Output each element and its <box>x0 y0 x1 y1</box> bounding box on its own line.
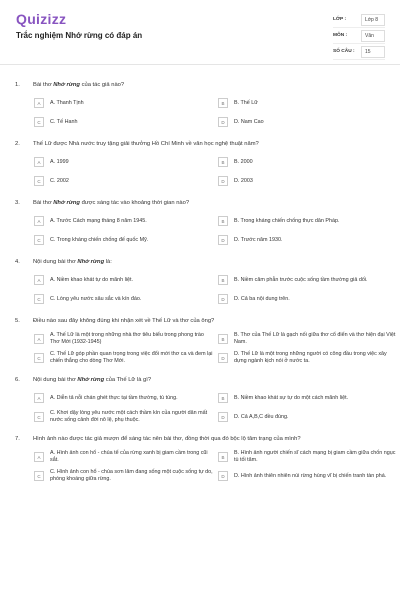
question-number: 6. <box>15 377 20 383</box>
meta-value: 15 <box>361 46 385 58</box>
answer-option[interactable] <box>218 469 398 483</box>
question-text <box>33 436 301 442</box>
option-text: B. Thơ của Thế Lữ là gạch nối giữa thơ cổ điển và thơ hiện đại Việt Nam. <box>234 332 396 345</box>
option-text: C. Tế Hanh <box>50 118 78 125</box>
answer-options <box>0 214 400 247</box>
option-text: A. Diễn tả nỗi chán ghét thực tại tầm thường, tù túng. <box>50 394 178 401</box>
question-text-pre: Nội dung bài thơ <box>33 377 78 383</box>
option-text: A. Thế Lữ là một trong những nhà thơ tiêu biểu trong phong trào Thơ Mới (1932-1945) <box>50 332 204 345</box>
question-text-pre: Thế Lữ được Nhà nước truy tặng giải thưởng Hồ Chí Minh về văn học nghệ thuật năm? <box>33 141 259 147</box>
option-text: D. Hình ảnh thiên nhiên núi rừng hùng vĩ bị chiến tranh tàn phá. <box>234 472 387 479</box>
option-text: C. Hình ảnh con hổ - chúa sơn lâm đang sống một cuộc sống tự do, phóng khoáng giữa rừng. <box>50 469 213 482</box>
option-text: B. Trong kháng chiến chống thực dân Pháp. <box>234 217 340 224</box>
question-text-emphasis: Nhớ rừng <box>77 259 105 265</box>
option-text: D. Nam Cao <box>234 118 264 125</box>
answer-option[interactable] <box>34 391 214 405</box>
option-letter-box: D <box>218 353 228 363</box>
quizizz-logo: Quizizz <box>16 11 67 27</box>
option-text: A. Trước Cách mạng tháng 8 năm 1945. <box>50 217 147 224</box>
option-letter-box: C <box>34 471 44 481</box>
question-number: 2. <box>15 141 20 147</box>
meta-row-question-count <box>333 44 385 60</box>
question-text-pre: Nội dung bài thơ <box>33 259 78 265</box>
question-number: 1. <box>15 82 20 88</box>
question-text-emphasis: Nhớ rừng <box>77 377 105 383</box>
question-text-post: của Thế Lữ là gì? <box>104 377 152 383</box>
option-text: B. Niềm căm phẫn trước cuộc sống tầm thường giả dối. <box>234 276 368 283</box>
answer-option[interactable] <box>218 292 398 306</box>
answer-option[interactable] <box>218 214 398 228</box>
question-text-pre: Bài thơ <box>33 82 54 88</box>
answer-option[interactable] <box>218 233 398 247</box>
option-text: D. Cả A,B,C đều đúng. <box>234 413 289 420</box>
option-letter-box: B <box>218 157 228 167</box>
option-text: A. Niềm khao khát tự do mãnh liệt. <box>50 276 134 283</box>
option-letter-box: B <box>218 334 228 344</box>
answer-option[interactable] <box>34 155 214 169</box>
meta-label: SỐ CÂU : <box>333 49 355 54</box>
answer-option[interactable] <box>218 273 398 287</box>
option-letter-box: D <box>218 471 228 481</box>
option-text: C. 2002 <box>50 177 69 184</box>
answer-option[interactable] <box>34 332 214 346</box>
answer-option[interactable] <box>34 273 214 287</box>
question-number: 7. <box>15 436 20 442</box>
answer-option[interactable] <box>218 450 398 464</box>
option-text: C. Lòng yêu nước sâu sắc và kín đáo. <box>50 295 142 302</box>
option-text: B. Niềm khao khát sự tự do một cách mãnh liệt. <box>234 394 349 401</box>
question-text-post: của tác giả nào? <box>79 82 125 88</box>
option-letter-box: A <box>34 157 44 167</box>
option-text: A. Thanh Tịnh <box>50 99 84 106</box>
option-text: D. Cả ba nội dung trên. <box>234 295 290 302</box>
meta-label: LỚP : <box>333 17 347 22</box>
question-text-pre: Hình ảnh nào được tác giả mượn để sáng tác nên bài thơ, đồng thời qua đó bộc lộ tâm trạng của mình? <box>33 436 301 442</box>
answer-options <box>0 450 400 483</box>
answer-option[interactable] <box>218 351 398 365</box>
question-header <box>0 196 400 210</box>
question-header <box>0 78 400 92</box>
question-text <box>33 377 151 383</box>
option-letter-box: A <box>34 216 44 226</box>
question-text <box>33 318 214 324</box>
answer-option[interactable] <box>34 233 214 247</box>
meta-row-subject <box>333 28 385 44</box>
option-text: D. 2003 <box>234 177 253 184</box>
answer-option[interactable] <box>34 292 214 306</box>
worksheet-meta <box>333 12 385 60</box>
question-text <box>33 82 124 88</box>
question-block <box>0 314 400 365</box>
question-block <box>0 432 400 483</box>
option-letter-box: D <box>218 294 228 304</box>
option-letter-box: C <box>34 412 44 422</box>
question-number: 3. <box>15 200 20 206</box>
option-letter-box: C <box>34 294 44 304</box>
answer-option[interactable] <box>34 96 214 110</box>
option-text: B. 2000 <box>234 158 253 165</box>
question-header <box>0 432 400 446</box>
answer-options <box>0 155 400 188</box>
option-letter-box: B <box>218 452 228 462</box>
option-letter-box: B <box>218 393 228 403</box>
option-letter-box: B <box>218 275 228 285</box>
option-letter-box: B <box>218 216 228 226</box>
option-letter-box: A <box>34 98 44 108</box>
option-text: B. Hình ảnh người chiến sĩ cách mạng bị giam cầm giữa chốn ngục tù tối tăm. <box>234 450 396 463</box>
worksheet-title: Trắc nghiệm Nhớ rừng có đáp án <box>16 31 143 40</box>
worksheet-header <box>0 0 400 64</box>
option-letter-box: C <box>34 117 44 127</box>
question-header <box>0 373 400 387</box>
question-text-emphasis: Nhớ rừng <box>53 200 80 206</box>
option-letter-box: A <box>34 452 44 462</box>
question-number: 5. <box>15 318 20 324</box>
option-letter-box: D <box>218 412 228 422</box>
answer-option[interactable] <box>34 214 214 228</box>
answer-option[interactable] <box>218 115 398 129</box>
question-header <box>0 255 400 269</box>
question-text-post: là: <box>104 259 112 265</box>
question-text <box>33 141 259 147</box>
option-text: C. Trong kháng chiến chống đế quốc Mỹ. <box>50 236 149 243</box>
answer-option[interactable] <box>218 96 398 110</box>
answer-option[interactable] <box>218 155 398 169</box>
answer-option[interactable] <box>34 469 214 483</box>
meta-row-grade <box>333 12 385 28</box>
option-letter-box: C <box>34 235 44 245</box>
option-letter-box: A <box>34 275 44 285</box>
option-text: A. 1999 <box>50 158 69 165</box>
question-text-pre: Bài thơ <box>33 200 54 206</box>
answer-options <box>0 332 400 365</box>
question-block <box>0 137 400 188</box>
question-number: 4. <box>15 259 20 265</box>
answer-option[interactable] <box>34 351 214 365</box>
meta-value: Văn <box>361 30 385 42</box>
question-block <box>0 373 400 424</box>
header-divider <box>0 64 400 65</box>
answer-option[interactable] <box>34 450 214 464</box>
option-letter-box: B <box>218 98 228 108</box>
answer-option[interactable] <box>34 410 214 424</box>
option-letter-box: C <box>34 176 44 186</box>
question-header <box>0 137 400 151</box>
answer-option[interactable] <box>34 174 214 188</box>
option-letter-box: D <box>218 235 228 245</box>
question-text-pre: Điều nào sau đây không đúng khi nhận xét về Thế Lữ và thơ của ông? <box>33 318 215 324</box>
option-text: B. Thế Lữ <box>234 99 258 106</box>
question-text <box>33 259 112 265</box>
meta-value: Lớp 8 <box>361 14 385 26</box>
answer-options <box>0 273 400 306</box>
question-text-post: được sáng tác vào khoảng thời gian nào? <box>79 200 190 206</box>
option-text: A. Hình ảnh con hổ - chúa tể của rừng xanh bị giam cầm trong cũi sắt. <box>50 450 208 463</box>
question-block <box>0 255 400 306</box>
option-letter-box: D <box>218 117 228 127</box>
question-block <box>0 78 400 129</box>
option-letter-box: A <box>34 334 44 344</box>
answer-option[interactable] <box>218 410 398 424</box>
question-list <box>0 78 400 491</box>
meta-label: MÔN : <box>333 33 348 38</box>
option-letter-box: A <box>34 393 44 403</box>
question-header <box>0 314 400 328</box>
question-text <box>33 200 189 206</box>
answer-option[interactable] <box>218 174 398 188</box>
question-text-emphasis: Nhớ rừng <box>53 82 80 88</box>
option-text: C. Thế Lữ góp phần quan trọng trong việc đổi mới thơ ca và đem lại chiến thắng cho dòng Thơ Mới. <box>50 351 213 364</box>
option-letter-box: D <box>218 176 228 186</box>
answer-option[interactable] <box>218 391 398 405</box>
option-text: D. Trước năm 1930. <box>234 236 283 243</box>
option-text: C. Khơi dậy lòng yêu nước một cách thầm kín của người dân mất nước sống cảnh đời nô lệ, phụ thuộc. <box>50 410 208 423</box>
answer-option[interactable] <box>218 332 398 346</box>
option-letter-box: C <box>34 353 44 363</box>
answer-option[interactable] <box>34 115 214 129</box>
question-block <box>0 196 400 247</box>
answer-options <box>0 391 400 424</box>
option-text: D. Thế Lữ là một trong những người có công đầu trong việc xây dựng ngành kịch nói ở nước ta. <box>234 351 387 364</box>
answer-options <box>0 96 400 129</box>
